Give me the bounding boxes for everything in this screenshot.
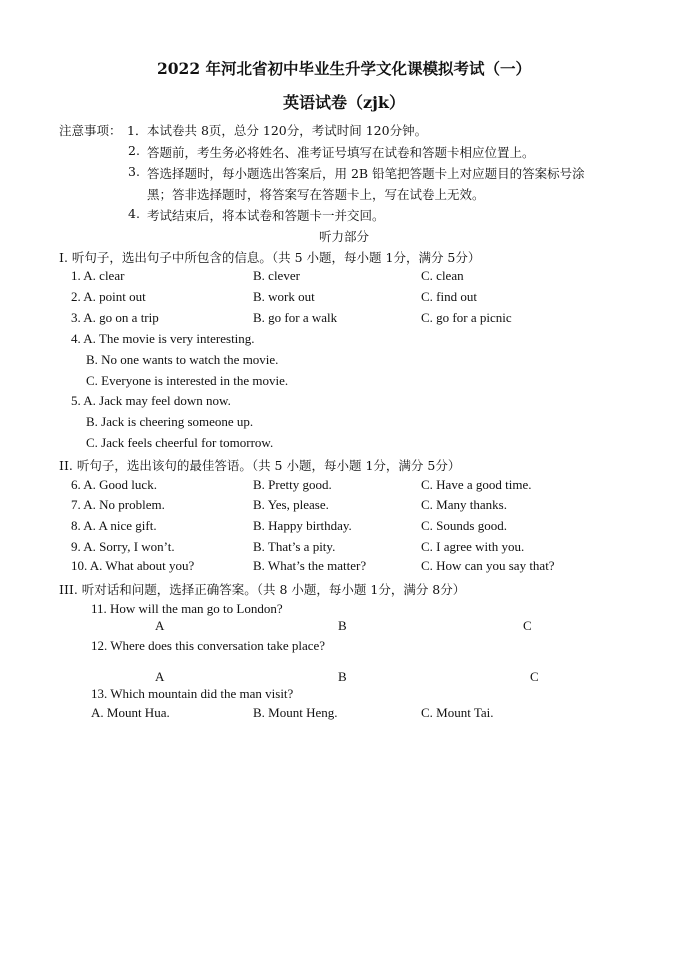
q12-question: 12. Where does this conversation take place? — [91, 638, 326, 653]
q13-option-c: C. Mount Tai. — [421, 705, 494, 720]
q3-option-a: 3. A. go on a trip — [71, 310, 159, 325]
q8-option-a: 8. A. A nice gift. — [71, 518, 157, 533]
q10-option-b: B. What’s the matter? — [253, 558, 367, 573]
note-4-text: 考试结束后，将本试卷和答题卡一并交回。 — [147, 208, 385, 223]
q7-option-a: 7. A. No problem. — [71, 497, 165, 512]
q11-option-c: C — [523, 618, 532, 633]
exam-subtitle: 英语试卷（zjk） — [283, 93, 405, 112]
section-3-heading: III. 听对话和问题，选择正确答案。（共 8 小题，每小题 1分，满分 8分） — [59, 582, 466, 597]
note-2-text: 答题前，考生务必将姓名、准考证号填写在试卷和答题卡相应位置上。 — [147, 145, 535, 160]
q4-option-b: B. No one wants to watch the movie. — [86, 352, 279, 367]
q4-option-a: 4. A. The movie is very interesting. — [71, 331, 255, 346]
q5-option-c: C. Jack feels cheerful for tomorrow. — [86, 435, 274, 450]
q5-option-b: B. Jack is cheering someone up. — [86, 414, 254, 429]
notes-label: 注意事项： — [59, 123, 122, 138]
q9-option-b: B. That’s a pity. — [253, 539, 336, 554]
q11-option-b: B — [338, 618, 347, 633]
q8-option-b: B. Happy birthday. — [253, 518, 352, 533]
q8-option-c: C. Sounds good. — [421, 518, 507, 533]
q10-option-a: 10. A. What about you? — [71, 558, 195, 573]
q9-option-c: C. I agree with you. — [421, 539, 525, 554]
q1-option-b: B. clever — [253, 268, 300, 283]
q7-option-c: C. Many thanks. — [421, 497, 507, 512]
q3-option-c: C. go for a picnic — [421, 310, 512, 325]
q3-option-b: B. go for a walk — [253, 310, 338, 325]
exam-title: 2022 年河北省初中毕业生升学文化课模拟考试（一） — [156, 59, 532, 78]
q4-option-c: C. Everyone is interested in the movie. — [86, 373, 289, 388]
q10-option-c: C. How can you say that? — [421, 558, 555, 573]
q1-option-a: 1. A. clear — [71, 268, 125, 283]
listening-part-header: 听力部分 — [318, 229, 369, 244]
note-2-number: 2. — [128, 143, 140, 158]
q6-option-a: 6. A. Good luck. — [71, 477, 157, 492]
q13-option-a: A. Mount Hua. — [91, 705, 170, 720]
q11-question: 11. How will the man go to London? — [91, 601, 283, 616]
q1-option-c: C. clean — [421, 268, 464, 283]
q12-option-c: C — [530, 669, 539, 684]
q2-option-c: C. find out — [421, 289, 477, 304]
section-2-heading: II. 听句子，选出该句的最佳答语。（共 5 小题，每小题 1分，满分 5分） — [59, 458, 461, 473]
q6-option-c: C. Have a good time. — [421, 477, 532, 492]
note-1-number: 1． — [127, 123, 148, 138]
q11-option-a: A — [155, 618, 165, 633]
note-1-text: 本试卷共 8页，总分 120分，考试时间 120分钟。 — [147, 123, 428, 138]
note-4-number: 4. — [128, 206, 140, 221]
q12-option-b: B — [338, 669, 347, 684]
note-3-continuation: 黑；答非选择题时，将答案写在答题卡上，写在试卷上无效。 — [147, 187, 485, 202]
q13-question: 13. Which mountain did the man visit? — [91, 686, 294, 701]
note-3-number: 3. — [128, 164, 140, 179]
q2-option-b: B. work out — [253, 289, 315, 304]
note-3-text: 答选择题时，每小题选出答案后，用 2B 铅笔把答题卡上对应题目的答案标号涂 — [147, 166, 585, 181]
q6-option-b: B. Pretty good. — [253, 477, 332, 492]
q13-option-b: B. Mount Heng. — [253, 705, 338, 720]
q9-option-a: 9. A. Sorry, I won’t. — [71, 539, 175, 554]
q2-option-a: 2. A. point out — [71, 289, 146, 304]
q5-option-a: 5. A. Jack may feel down now. — [71, 393, 231, 408]
section-1-heading: I. 听句子，选出句子中所包含的信息。（共 5 小题，每小题 1分，满分 5分） — [59, 250, 481, 265]
q7-option-b: B. Yes, please. — [253, 497, 329, 512]
q12-option-a: A — [155, 669, 165, 684]
